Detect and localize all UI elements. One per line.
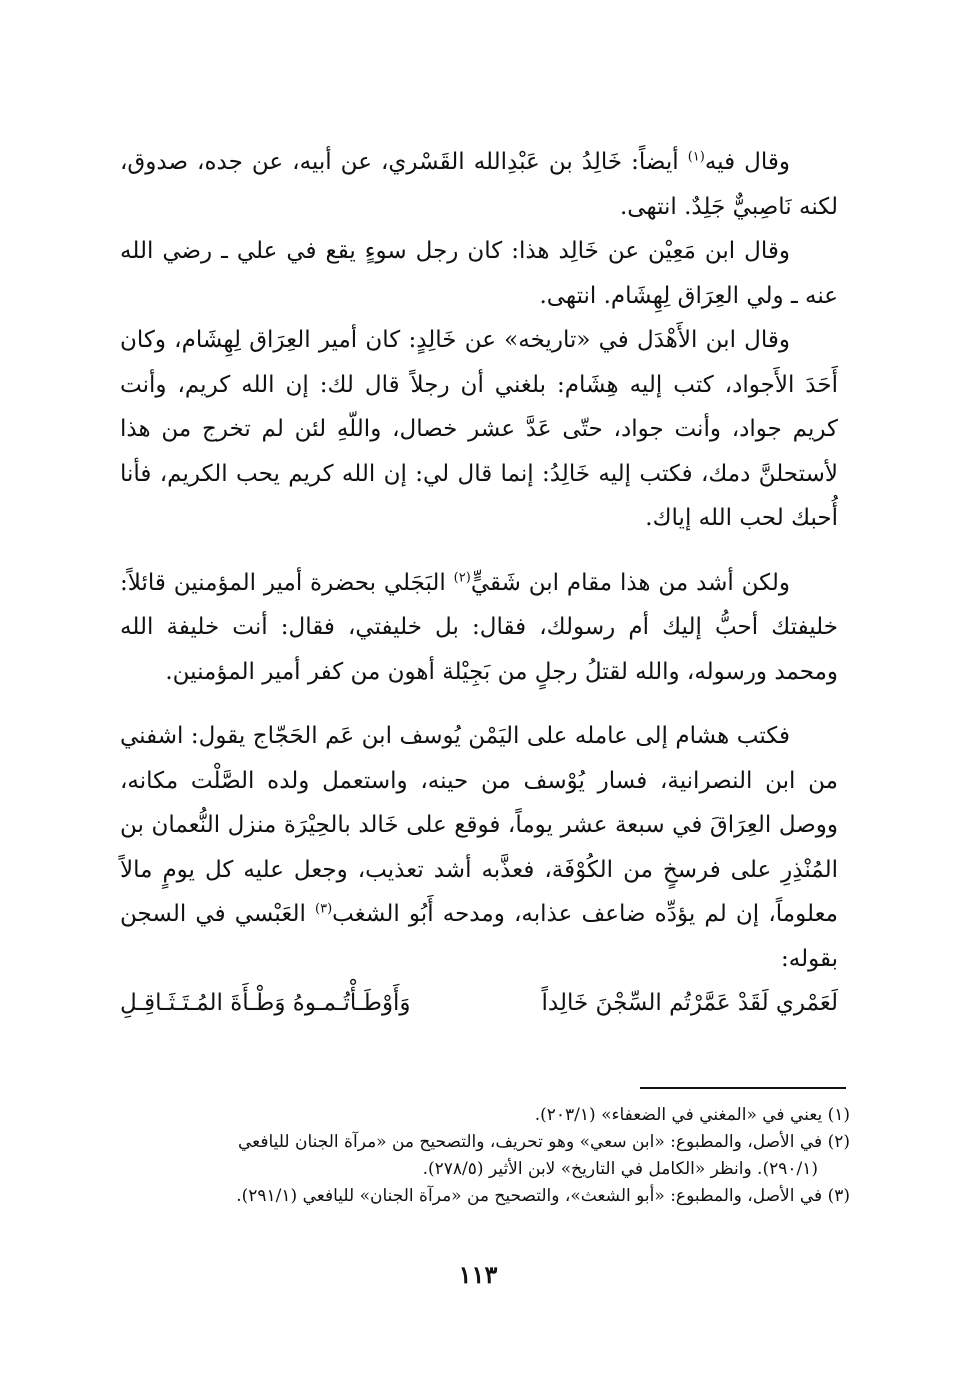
footnote-ref-2: (٢) [453,569,471,585]
paragraph-gap [120,694,838,714]
verse-hemistich-2: وَأَوْطَـأْتُـمـوهُ وَطْـأَةَ المُـتَـثَـاقِـلِ [120,990,411,1016]
footnote-separator [640,1087,846,1089]
footnote-3: (٣) في الأصل، والمطبوع: «أبو الشعث»، والتصحيح من «مرآة الجنان» لليافعي (٢٩١/١). [236,1186,850,1206]
paragraph-5-part-b: العَبْسي في السجن بقوله: [120,901,838,972]
paragraph-3: وقال ابن الأَهْدَل في «تاريخه» عن خَالِدٍ: كان أمير العِرَاق لِهِشَام، وكان أَحَدَ الأَجواد، كتب إليه هِشَام: بلغني أن رجلاً قال لك: إن الله كريم، وأنت كريم جواد، وأنت جواد، حتّى عَدَّ عشر خصال، واللّهِ لئن لم تخرج من هذا لأستحلنَّ دمك، فكتب إليه خَالِدُ: إنما قال لي: إن الله كريم يحب الكريم، فأنا أُحبك لحب الله إياك. [120,327,838,531]
paragraph-1 [120,140,838,229]
footnote-2-line-2: (٢٩٠/١). وانظر «الكامل في التاريخ» لابن الأثير (٢٧٨/٥). [422,1159,818,1179]
footnote-2 [150,1129,850,1183]
footnote-ref-3: (٣) [315,901,333,917]
poem-verse [120,981,838,1026]
paragraph-gap [120,541,838,561]
footnotes [150,1102,850,1210]
paragraph-4-part-a: ولكن أشد من هذا مقام ابن شَقيٍّ [470,569,790,596]
verse-hemistich-1: لَعَمْري لَقَدْ عَمَّرْتُم السِّجْنَ خَالِداً [541,990,838,1016]
paragraph-2: وقال ابن مَعِيْن عن خَالِد هذا: كان رجل سوءٍ يقع في علي ـ رضي الله عنه ـ ولي العِرَاق لِهِشَام. انتهى. [120,238,838,309]
paragraph-5 [120,714,838,981]
main-text [120,140,838,1026]
paragraph-4 [120,561,838,695]
footnote-ref-1: (١) [687,149,705,165]
paragraph-1-part-a: وقال فيه [704,149,790,175]
paragraph-4-part-b: البَجَلي بحضرة أمير المؤمنين قائلاً: خليفتك أحبُّ إليك أم رسولك، فقال: بل خليفتي، فقال: أنت خليفة الله ومحمد ورسوله، والله لقتلُ رجلٍ من بَجِيْلة أهون من كفر أمير المؤمنين. [120,569,838,685]
paragraph-1-part-b: أيضاً: خَالِدُ بن عَبْدِالله القَسْري، عن أبيه، عن جده، صدوق، لكنه نَاصِبيٌّ جَلِدٌ. انتهى. [120,149,838,220]
footnote-1: (١) يعني في «المغني في الضعفاء» (٢٠٣/١). [534,1105,850,1125]
footnote-2-line-1: (٢) في الأصل، والمطبوع: «ابن سعي» وهو تحريف، والتصحيح من «مرآة الجنان لليافعي [237,1132,850,1152]
page-number: ١١٣ [458,1260,498,1289]
paragraph-5-part-a: فكتب هشام إلى عامله على اليَمْن يُوسف ابن عَم الحَجّاج يقول: اشفني من ابن النصرانية، فسار يُوْسف من حينه، واستعمل ولده الصَّلْت مكانه، ووصل العِرَاقَ في سبعة عشر يوماً، فوقع على خَالد بالحِيْرَة منزل النُّعمان بن المُنْذِرِ على فرسخٍ من الكُوْفَة، فعذَّبه أشد تعذيب، وجعل عليه كل يومٍ مالاً معلوماً، إن لم يؤدِّه ضاعف عذابه، ومدحه أَبُو الشغب [120,723,838,927]
